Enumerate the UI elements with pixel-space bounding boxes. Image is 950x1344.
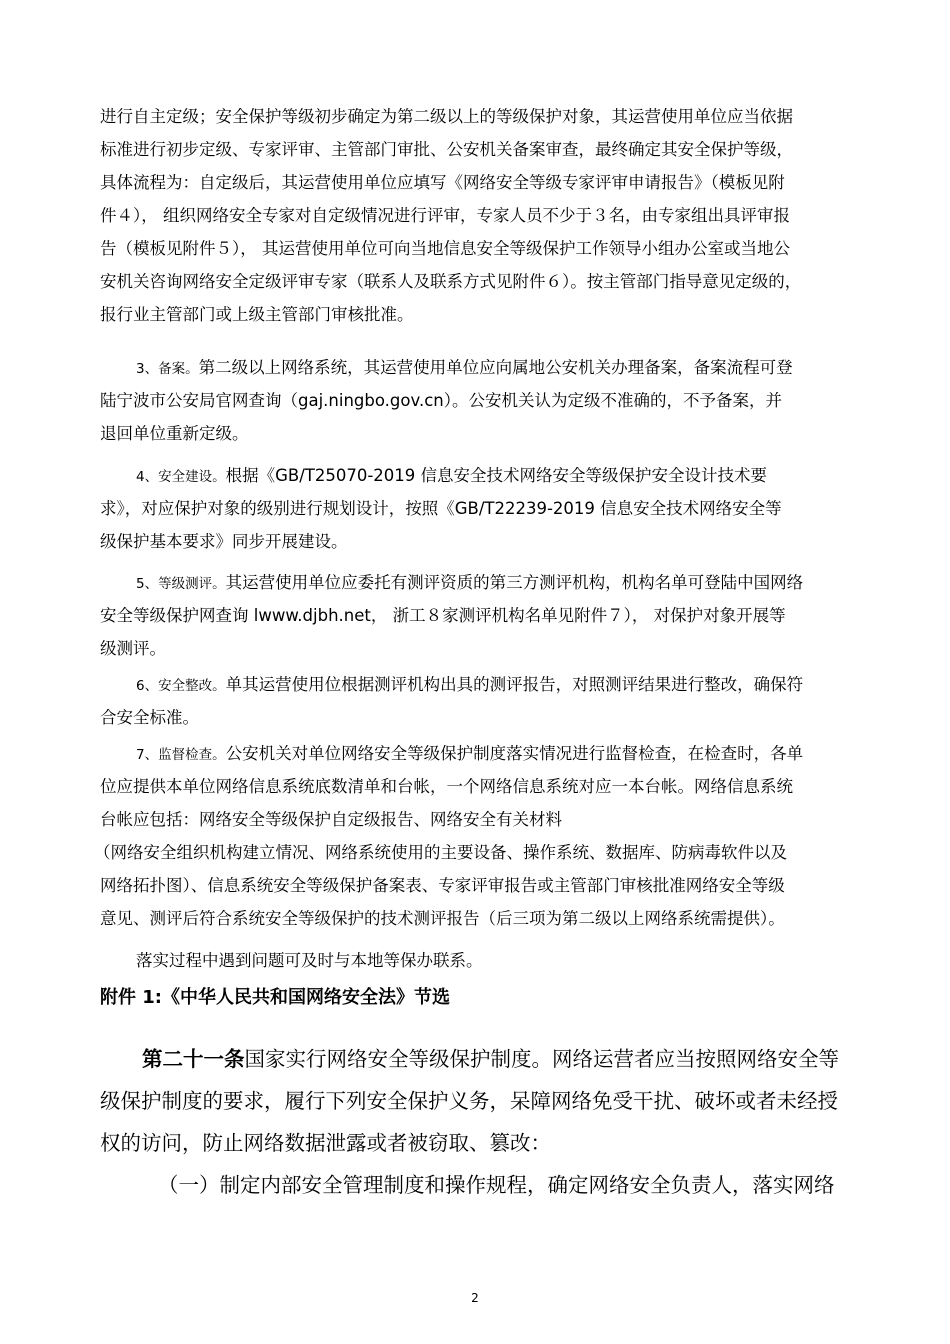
step-label: 7、监督检查。 bbox=[136, 747, 226, 763]
step-text: 根据《GB/T25070-2019 信息安全技术网络安全等级保护安全设计技术要 bbox=[225, 466, 768, 485]
step-line: （网络安全组织机构建立情况、网络系统使用的主要设备、操作系统、数据库、防病毒软件以及 bbox=[94, 843, 787, 862]
step-level-evaluation bbox=[100, 566, 880, 665]
intro-line: 安机关咨询网络安全定级评审专家（联系人及联系方式见附件６）。按主管部门指导意见定级的， bbox=[100, 272, 802, 291]
article-line: 级保护制度的要求，履行下列安全保护义务，呆障网络免受干扰、破坏或者未经授 bbox=[100, 1089, 838, 1113]
step-first-line bbox=[100, 566, 880, 599]
intro-line: 进行自主定级；安全保护等级初步确定为第二级以上的等级保护对象，其运营使用单位应当依据 bbox=[100, 107, 793, 126]
step-filing bbox=[100, 351, 880, 450]
step-supervision bbox=[94, 737, 880, 935]
article-21 bbox=[100, 1038, 880, 1206]
step-line: 级测评。 bbox=[100, 639, 166, 658]
step-label: 4、安全建设。 bbox=[136, 469, 226, 485]
step-line: 台帐应包括：网络安全等级保护自定级报告、网络安全有关材料 bbox=[100, 810, 562, 829]
intro-paragraph bbox=[100, 100, 880, 331]
step-line: 位应提供本单位网络信息系统底数清单和台帐，一个网络信息系统对应一本台帐。网络信息系统 bbox=[100, 777, 793, 796]
step-first-line bbox=[100, 459, 880, 492]
intro-line: 件４）， 组织网络安全专家对自定级情况进行评审，专家人员不少于３名，由专家组出具评审报 bbox=[100, 206, 790, 225]
article-first-line bbox=[100, 1038, 880, 1080]
closing-paragraph bbox=[100, 944, 880, 977]
step-line: 求》，对应保护对象的级别进行规划设计，按照《GB/T22239-2019 信息安全技术网络安全等 bbox=[100, 499, 782, 518]
step-label: 5、等级测评。 bbox=[136, 576, 226, 592]
intro-line: 报行业主管部门或上级主管部门审核批准。 bbox=[100, 305, 414, 324]
step-first-line bbox=[100, 351, 880, 384]
article-item-1: （一）制定内部安全管理制度和操作规程，确定网络安全负责人，落实网络 bbox=[158, 1173, 835, 1197]
step-text: 单其运营使用位根据测评机构出具的测评报告，对照测评结果进行整改，确保符 bbox=[225, 675, 804, 694]
intro-line: 标准进行初步定级、专家评审、主管部门审批、公安机关备案审查，最终确定其安全保护等级， bbox=[100, 140, 793, 159]
article-heading: 第二十一条 bbox=[142, 1047, 245, 1071]
intro-line: 具体流程为：自定级后，其运营使用单位应填写《网络安全等级专家评审申请报告》（模板见附 bbox=[100, 173, 785, 192]
step-text: 其运营使用单位应委托有测评资质的第三方测评机构，机构名单可登陆中国网络 bbox=[225, 573, 804, 592]
step-line: 级保护基本要求》同步开展建设。 bbox=[100, 532, 348, 551]
step-label: 3、备案。 bbox=[136, 361, 199, 377]
step-text: 公安机关对单位网络安全等级保护制度落实情况进行监督检查，在检查时，各单 bbox=[225, 744, 804, 763]
step-label: 6、安全整改。 bbox=[136, 678, 226, 694]
page-number: 2 bbox=[471, 1291, 479, 1305]
step-line: 安全等级保护网查询 lwww.djbh.net， 浙工８家测评机构名单见附件７）， 对保护对象开展等 bbox=[100, 606, 786, 625]
step-line: 合安全标准。 bbox=[100, 708, 199, 727]
step-first-line bbox=[100, 668, 880, 701]
step-text: 第二级以上网络系统，其运营使用单位应向属地公安机关办理备案，备案流程可登 bbox=[198, 358, 793, 377]
step-security-construction bbox=[100, 459, 880, 558]
article-text: 国家实行网络安全等级保护制度。网络运营者应当按照网络安全等 bbox=[244, 1047, 839, 1071]
step-first-line bbox=[100, 737, 880, 770]
step-rectification bbox=[100, 668, 880, 734]
step-line: 退回单位重新定级。 bbox=[100, 424, 249, 443]
step-line: 陆宁波市公安局官网查询（gaj.ningbo.gov.cn）。公安机关认为定级不准确的，不予备案，并 bbox=[100, 391, 782, 410]
step-line: 意见、测评后符合系统安全等级保护的技术测评报告（后三项为第二级以上网络系统需提供）。 bbox=[100, 909, 785, 928]
article-line: 权的访问，防止网络数据泄露或者被窃取、篡改： bbox=[100, 1131, 551, 1155]
step-line: 网络拓扑图）、信息系统安全等级保护备案表、专家评审报告或主管部门审核批准网络安全等级 bbox=[100, 876, 785, 895]
attachment-title: 附件 1:《中华人民共和国网络安全法》节选 bbox=[100, 987, 450, 1008]
closing-line: 落实过程中遇到问题可及时与本地等保办联系。 bbox=[136, 951, 483, 970]
intro-line: 告（模板见附件５）， 其运营使用单位可向当地信息安全等级保护工作领导小组办公室或当地公 bbox=[100, 239, 790, 258]
